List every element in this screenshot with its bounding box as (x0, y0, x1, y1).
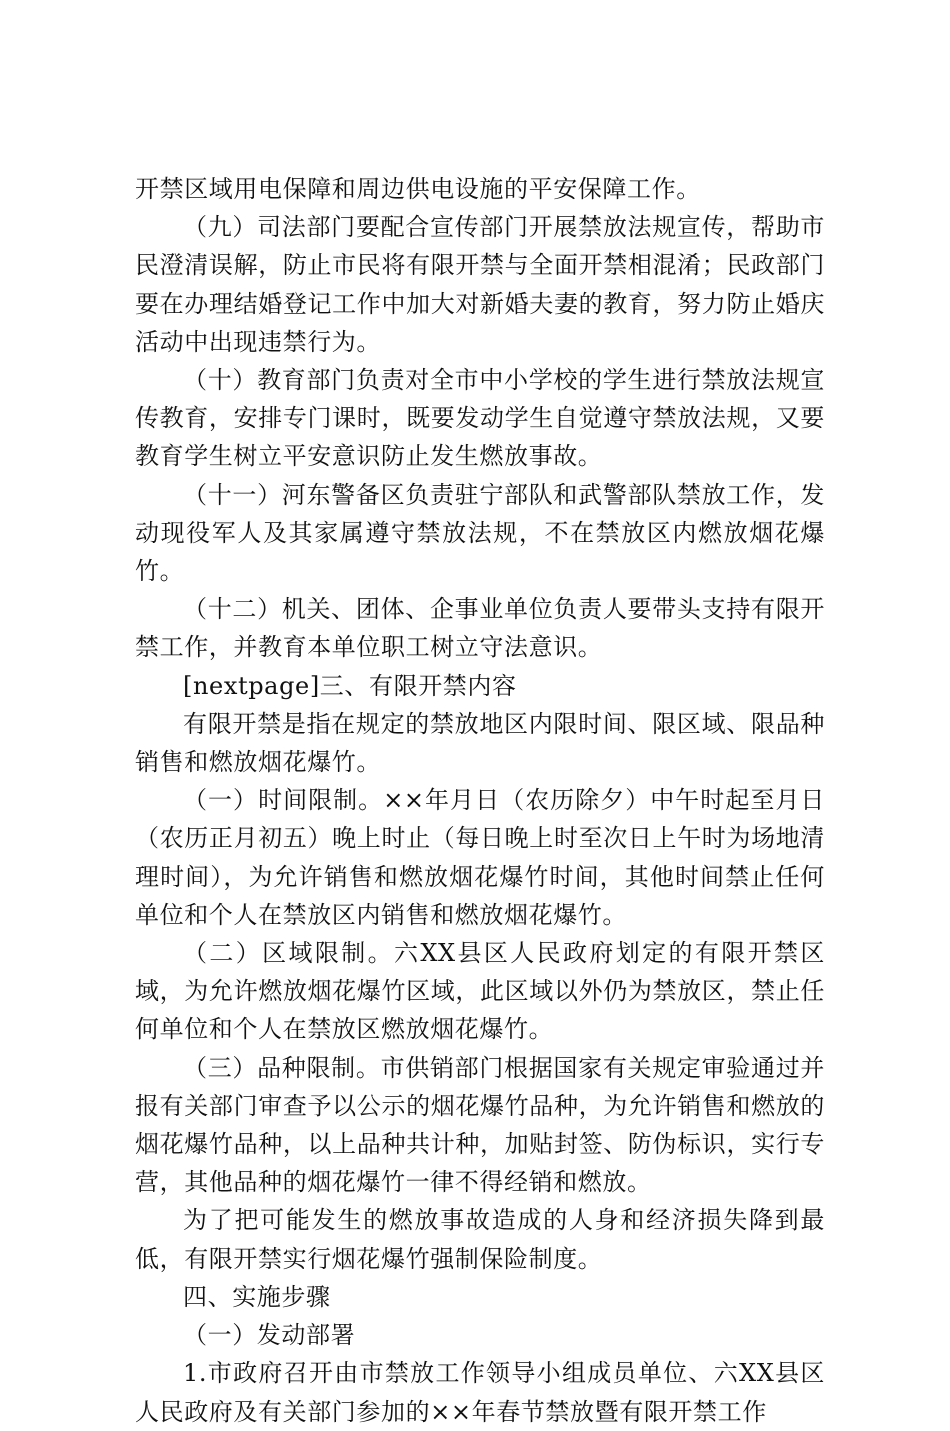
paragraph-continuation: 开禁区域用电保障和周边供电设施的平安保障工作。 (135, 175, 701, 203)
paragraph-definition: 有限开禁是指在规定的禁放地区内限时间、限区域、限品种销售和燃放烟花爆竹。 (135, 709, 825, 777)
paragraph-step-1: 1.市政府召开由市禁放工作领导小组成员单位、六XX县区人民政府及有关部门参加的××年春节禁放暨有限开禁工作 (135, 1359, 825, 1426)
document-body (135, 170, 825, 1431)
section-heading-4: 四、实施步骤 (183, 1282, 331, 1311)
paragraph-time-limit: （一）时间限制。××年月日（农历除夕）中午时起至月日（农历正月初五）晚上时止（每日晚上时至次日上午时为场地清理时间），为允许销售和燃放烟花爆竹时间，其他时间禁止任何单位和个人在禁放区内销售和燃放烟花爆竹。 (135, 786, 825, 929)
paragraph-variety-limit: （三）品种限制。市供销部门根据国家有关规定审验通过并报有关部门审查予以公示的烟花爆竹品种，为允许销售和燃放的烟花爆竹品种，以上品种共计种，加贴封签、防伪标识，实行专营，其他品种的烟花爆竹一律不得经销和燃放。 (135, 1053, 825, 1197)
paragraph-area-limit: （二）区域限制。六XX县区人民政府划定的有限开禁区域，为允许燃放烟花爆竹区域，此区域以外仍为禁放区，禁止任何单位和个人在禁放区燃放烟花爆竹。 (135, 939, 825, 1044)
section-heading-3: [nextpage]三、有限开禁内容 (183, 671, 517, 700)
paragraph-organizations: （十二）机关、团体、企事业单位负责人要带头支持有限开禁工作，并教育本单位职工树立守法意识。 (135, 595, 825, 662)
subsection-heading-mobilize: （一）发动部署 (183, 1321, 356, 1350)
paragraph-judicial-dept: （九）司法部门要配合宣传部门开展禁放法规宣传，帮助市民澄清误解，防止市民将有限开禁与全面开禁相混淆；民政部门要在办理结婚登记工作中加大对新婚夫妻的教育，努力防止婚庆活动中出现违禁行为。 (135, 213, 825, 356)
paragraph-insurance: 为了把可能发生的燃放事故造成的人身和经济损失降到最低，有限开禁实行烟花爆竹强制保险制度。 (135, 1206, 825, 1273)
paragraph-education-dept: （十）教育部门负责对全市中小学校的学生进行禁放法规宣传教育，安排专门课时，既要发动学生自觉遵守禁放法规，又要教育学生树立平安意识防止发生燃放事故。 (135, 366, 825, 471)
paragraph-garrison: （十一）河东警备区负责驻宁部队和武警部队禁放工作，发动现役军人及其家属遵守禁放法规，不在禁放区内燃放烟花爆竹。 (135, 480, 825, 586)
